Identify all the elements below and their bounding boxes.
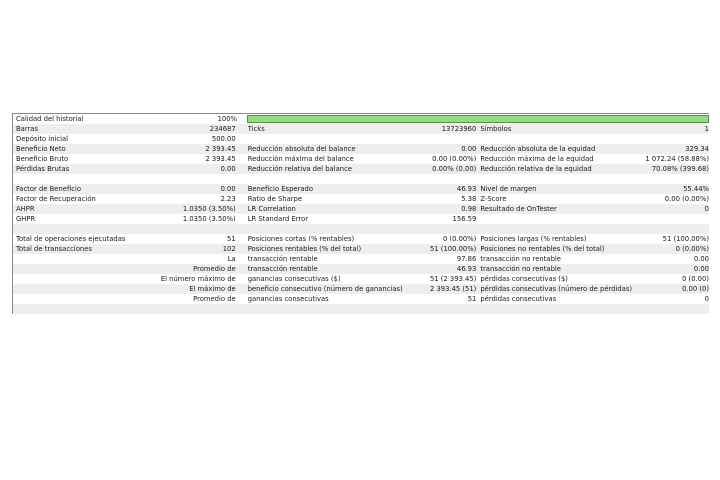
stat-label-3: Resultado de OnTester [480, 205, 557, 213]
stat-cell-3 [478, 274, 709, 284]
stat-value-2: 46.93 [456, 265, 477, 273]
stat-cell-3 [478, 164, 709, 174]
stat-row [13, 134, 709, 144]
stat-cell-3 [478, 184, 709, 194]
stat-cell-3 [478, 154, 709, 164]
section-ratios [13, 184, 709, 224]
stat-value-2 [473, 134, 476, 144]
stat-label-2: Posiciones rentables (% del total) [247, 245, 362, 253]
stat-row [13, 154, 709, 164]
column-gap [238, 164, 246, 174]
stat-cell-3 [478, 294, 709, 304]
column-gap [238, 254, 246, 264]
stat-value-1: 102 [222, 245, 236, 253]
stat-value-1: 51 [227, 235, 236, 243]
column-gap [238, 124, 246, 134]
stat-row [13, 124, 709, 134]
history-quality-cell [13, 114, 239, 124]
stat-label-1: El número máximo de [160, 275, 236, 283]
column-gap [238, 134, 246, 144]
stat-value-2: 5.38 [461, 195, 477, 203]
history-quality-row [13, 114, 709, 124]
stat-value-3 [706, 214, 709, 224]
stat-label-1: Beneficio Neto [16, 145, 66, 153]
stat-cell-3 [478, 204, 709, 214]
stat-row [13, 234, 709, 244]
stat-cell-2 [246, 244, 479, 254]
stat-value-3: 55.44% [683, 185, 709, 193]
section-spacer [13, 304, 709, 314]
stat-value-2: 156.59 [452, 215, 477, 223]
stat-label-2: Posiciones cortas (% rentables) [247, 235, 355, 243]
stat-label-1: Promedio de [193, 265, 236, 273]
stat-label-2: Beneficio Esperado [247, 185, 314, 193]
stat-label-2: Reducción relativa del balance [247, 165, 352, 173]
history-quality-bar [247, 115, 709, 123]
backtest-report-table [12, 113, 709, 314]
stat-label-2 [248, 134, 474, 144]
stat-label-2: LR Correlation [247, 205, 296, 213]
stat-row [13, 194, 709, 204]
stat-cell-1 [13, 274, 238, 284]
stat-row [13, 264, 709, 274]
stat-label-2: ganancias consecutivas ($) [247, 275, 341, 283]
stat-row [13, 274, 709, 284]
column-gap [238, 144, 246, 154]
stat-value-2: 51 (100.00%) [429, 245, 477, 253]
stat-label-3: transacción no rentable [480, 265, 561, 273]
stat-cell-2 [246, 134, 479, 144]
stat-label-3: Reducción máxima de la equidad [480, 155, 594, 163]
stat-row [13, 204, 709, 214]
stat-label-2: transacción rentable [247, 255, 318, 263]
stat-value-2: 0 (0.00%) [442, 235, 477, 243]
stat-label-3: pérdidas consecutivas (número de pérdidas) [480, 285, 633, 293]
stat-value-1: 2 393.45 [205, 155, 236, 163]
stat-label-3: Posiciones no rentables (% del total) [480, 245, 605, 253]
stat-value-2: 51 (2 393.45) [429, 275, 477, 283]
column-gap [238, 294, 246, 304]
stat-value-3: 0.00 [693, 265, 709, 273]
column-gap [238, 194, 246, 204]
stat-cell-2 [246, 234, 479, 244]
stat-value-1: 0.00 [220, 185, 236, 193]
stat-cell-3 [478, 194, 709, 204]
stat-cell-1 [13, 144, 238, 154]
stat-value-3: 0.00 (0.00%) [664, 195, 709, 203]
stat-cell-1 [13, 234, 238, 244]
stat-cell-1 [13, 264, 238, 274]
stat-label-1: GHPR [16, 215, 36, 223]
stat-row [13, 184, 709, 194]
stat-label-1: Barras [16, 125, 39, 133]
stat-value-1: 0.00 [220, 165, 236, 173]
stat-value-1: 2 393.45 [205, 145, 236, 153]
stat-label-3 [480, 134, 706, 144]
stat-value-3: 0 [704, 205, 709, 213]
stat-label-1: La [227, 255, 236, 263]
stat-label-3: Reducción absoluta de la equidad [480, 145, 596, 153]
stat-cell-1 [13, 184, 238, 194]
stat-label-1: AHPR [16, 205, 35, 213]
stat-cell-1 [13, 194, 238, 204]
stat-label-2: Ticks [247, 125, 265, 133]
column-gap [238, 154, 246, 164]
stat-label-3: Posiciones largas (% rentables) [480, 235, 587, 243]
stat-label-2: Reducción máxima del balance [247, 155, 354, 163]
stat-cell-3 [478, 134, 709, 144]
stat-cell-1 [13, 214, 238, 224]
stat-cell-3 [478, 124, 709, 134]
stat-cell-2 [246, 204, 479, 214]
stat-cell-1 [13, 154, 238, 164]
stat-label-3: Z-Score [480, 195, 507, 203]
stat-value-2: 2 393.45 (51) [429, 285, 477, 293]
history-quality-value: 100% [217, 115, 237, 123]
stat-row [13, 254, 709, 264]
stat-cell-2 [246, 284, 479, 294]
section-trades [13, 234, 709, 304]
stat-value-3: 51 (100.00%) [662, 235, 709, 243]
stat-cell-3 [478, 264, 709, 274]
stat-label-1: El máximo de [189, 285, 236, 293]
stat-cell-1 [13, 294, 238, 304]
column-gap [238, 274, 246, 284]
stat-cell-2 [246, 254, 479, 264]
stat-label-2: LR Standard Error [247, 215, 309, 223]
stat-cell-2 [246, 264, 479, 274]
stat-value-3: 0 (0.00) [682, 275, 709, 283]
stat-value-2: 51 [467, 295, 477, 303]
stat-row [13, 164, 709, 174]
stat-cell-2 [246, 164, 479, 174]
stat-value-3: 0 (0.00%) [675, 245, 709, 253]
stat-value-1: 500.00 [211, 135, 236, 143]
stat-cell-3 [478, 234, 709, 244]
stat-value-2: 97.86 [456, 255, 477, 263]
stat-cell-3 [478, 254, 709, 264]
stat-label-1: Factor de Recuperación [16, 195, 96, 203]
stat-value-3 [706, 134, 709, 144]
stat-row [13, 244, 709, 254]
column-gap [238, 244, 246, 254]
stat-label-1: Total de transacciones [16, 245, 92, 253]
stat-value-3: 329.34 [685, 145, 709, 153]
stat-value-1: 1.0350 (3.50%) [182, 205, 236, 213]
stat-cell-3 [478, 284, 709, 294]
stat-cell-2 [246, 294, 479, 304]
stat-value-2: 46.93 [456, 185, 477, 193]
stat-label-3: transacción no rentable [480, 255, 561, 263]
stat-cell-1 [13, 164, 238, 174]
stat-label-3 [480, 214, 706, 224]
stat-cell-2 [246, 154, 479, 164]
stat-label-3: Símbolos [480, 125, 512, 133]
stat-value-3: 0 [704, 295, 709, 303]
stat-label-1: Total de operaciones ejecutadas [16, 235, 126, 243]
stat-cell-1 [13, 134, 238, 144]
stat-value-2: 0.00 [461, 145, 477, 153]
stat-value-3: 1 072.24 (58.88%) [645, 155, 709, 163]
stat-cell-2 [246, 184, 479, 194]
stat-value-1: 234687 [209, 125, 236, 133]
section-spacer [13, 174, 709, 184]
stat-label-3: Reducción relativa de la equidad [480, 165, 592, 173]
stat-label-1: Depósito inicial [16, 135, 69, 143]
stat-label-1: Beneficio Bruto [16, 155, 69, 163]
stat-cell-2 [246, 274, 479, 284]
column-gap [238, 204, 246, 214]
stat-cell-3 [478, 144, 709, 154]
stat-cell-2 [246, 214, 479, 224]
stat-cell-2 [246, 194, 479, 204]
section-spacer [13, 224, 709, 234]
column-gap [238, 234, 246, 244]
stat-value-3: 0.00 (0) [682, 285, 709, 293]
column-gap [238, 284, 246, 294]
stat-row [13, 294, 709, 304]
stat-label-3: Nivel de margen [480, 185, 537, 193]
stat-value-2: 13723960 [441, 125, 477, 133]
stat-label-3: pérdidas consecutivas ($) [480, 275, 568, 283]
stat-cell-1 [13, 254, 238, 264]
stat-cell-1 [13, 284, 238, 294]
stat-value-2: 0.00 (0.00%) [432, 155, 477, 163]
stat-value-2: 0.00% (0.00) [432, 165, 477, 173]
column-gap [238, 214, 246, 224]
stat-value-2: 0.98 [461, 205, 477, 213]
stat-label-2: transacción rentable [247, 265, 318, 273]
stat-label-2: Ratio de Sharpe [247, 195, 303, 203]
stat-cell-2 [246, 124, 479, 134]
column-gap [238, 184, 246, 194]
stat-label-1: Factor de Beneficio [16, 185, 82, 193]
stat-value-1: 1.0350 (3.50%) [182, 215, 236, 223]
stat-label-2: Reducción absoluta del balance [247, 145, 356, 153]
stat-row [13, 284, 709, 294]
stat-label-3: pérdidas consecutivas [480, 295, 557, 303]
stat-label-2: beneficio consecutivo (número de ganancias) [247, 285, 403, 293]
stat-cell-1 [13, 204, 238, 214]
stat-cell-1 [13, 244, 238, 254]
section-general [13, 124, 709, 174]
stat-value-1: 2.23 [220, 195, 236, 203]
history-quality-label: Calidad del historial [16, 115, 84, 123]
stat-value-3: 1 [704, 125, 709, 133]
stat-row [13, 214, 709, 224]
column-gap [238, 264, 246, 274]
stat-row [13, 144, 709, 154]
stat-label-1: Promedio de [193, 295, 236, 303]
stat-label-2: ganancias consecutivas [247, 295, 329, 303]
stat-label-1: Pérdidas Brutas [16, 165, 70, 173]
stat-cell-3 [478, 244, 709, 254]
stat-cell-1 [13, 124, 238, 134]
stat-value-3: 0.00 [693, 255, 709, 263]
stat-cell-3 [478, 214, 709, 224]
stat-cell-2 [246, 144, 479, 154]
stat-value-3: 70.08% (399.68) [651, 165, 709, 173]
